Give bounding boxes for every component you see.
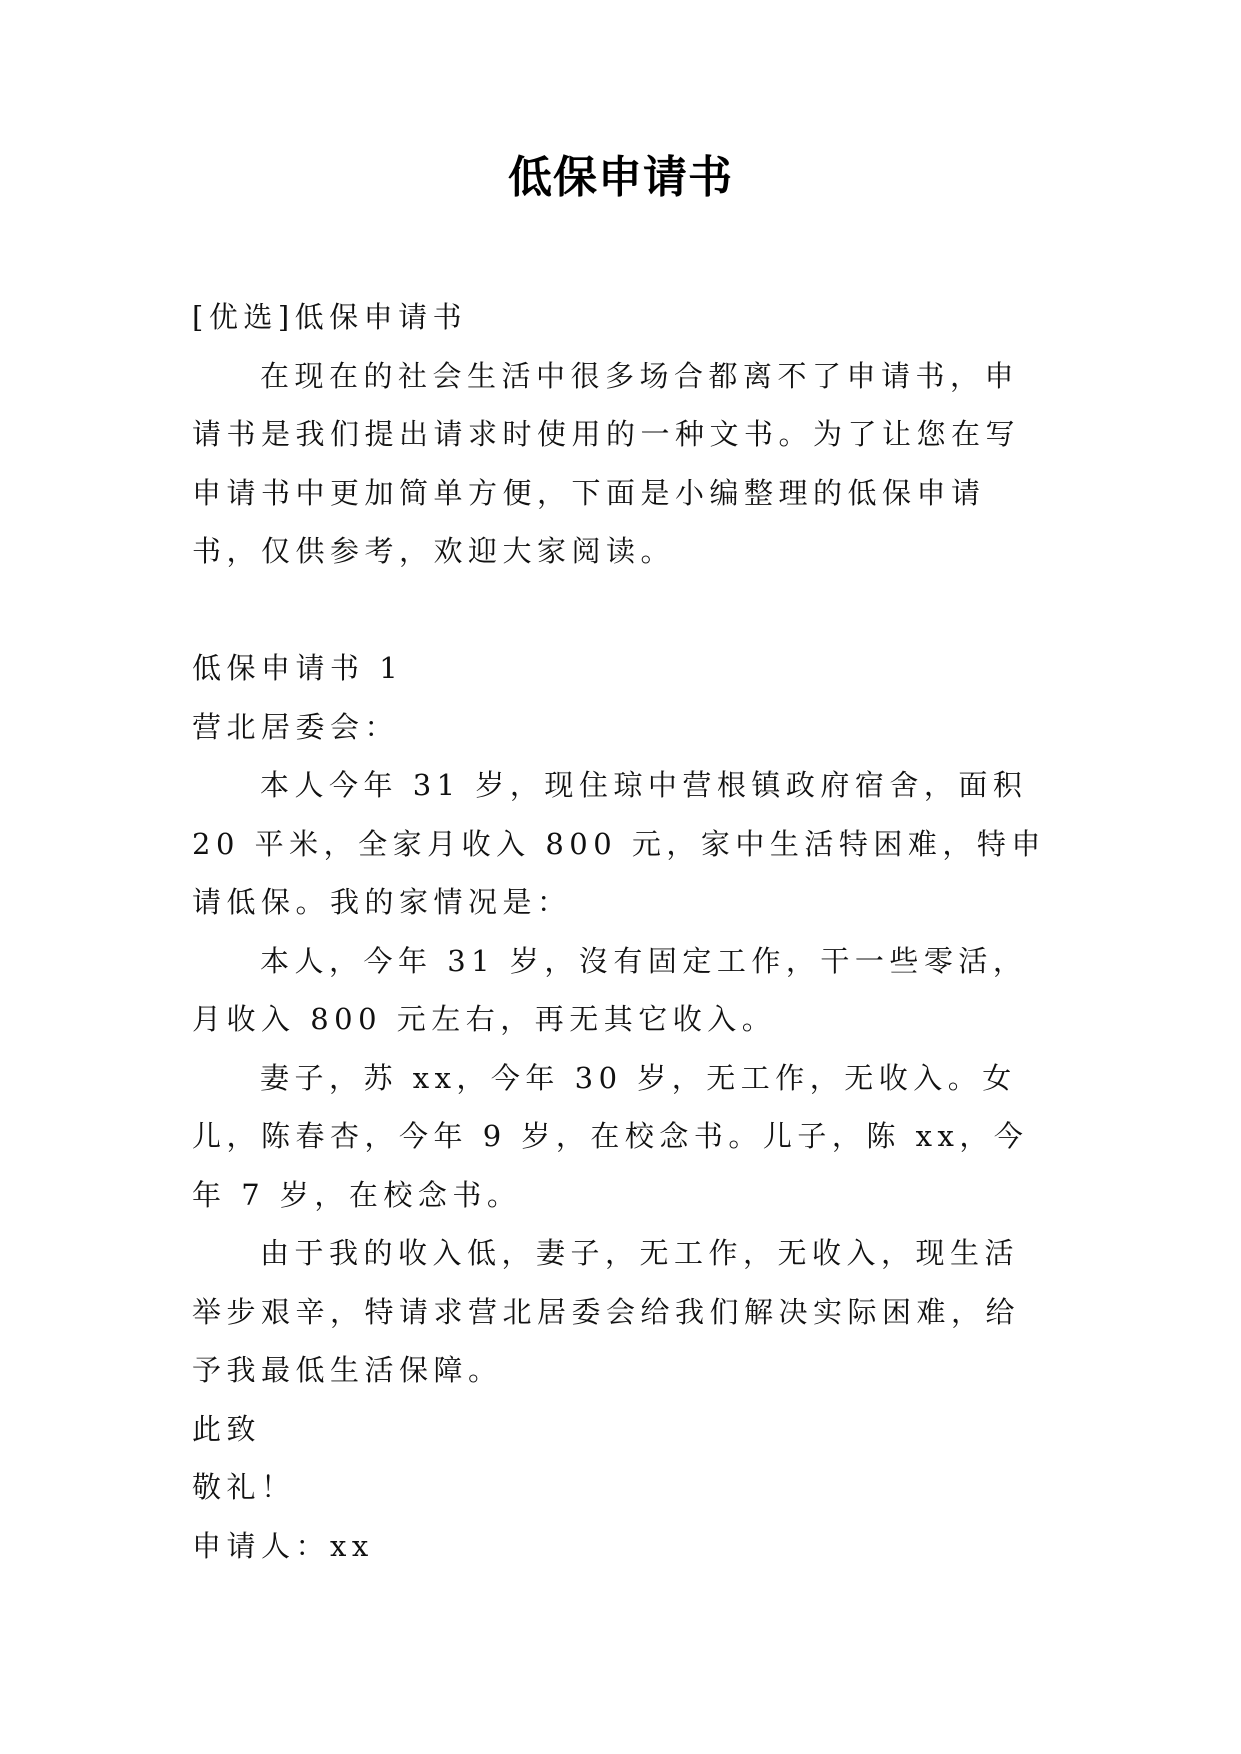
document-body: [192, 288, 1052, 1575]
body-paragraph: 本人今年 31 岁，现住琼中营根镇政府宿舍，面积 20 平米，全家月收入 800 元，家中生活特困难，特申请低保。我的家情况是：: [192, 768, 1046, 919]
document-heading: [优选]低保申请书: [192, 300, 468, 334]
body-paragraph: 妻子，苏 xx，今年 30 岁，无工作，无收入。女儿，陈春杏，今年 9 岁，在校念书。儿子，陈 xx，今年 7 岁，在校念书。: [192, 1060, 1029, 1212]
intro-paragraph: 在现在的社会生活中很多场合都离不了申请书，申请书是我们提出请求时使用的一种文书。为了让您在写申请书中更加简单方便，下面是小编整理的低保申请书，仅供参考，欢迎大家阅读。: [192, 358, 1021, 568]
document-title: 低保申请书: [508, 152, 733, 203]
closing-line: 此致: [192, 1411, 262, 1446]
signature: 申请人：xx: [192, 1528, 374, 1563]
salutation: 营北居委会：: [192, 709, 400, 744]
closing-salute: 敬礼！: [192, 1470, 296, 1504]
section-spacer: [192, 581, 1052, 640]
body-paragraph: 由于我的收入低，妻子，无工作，无收入，现生活举步艰辛，特请求营北居委会给我们解决实际困难，给予我最低生活保障。: [192, 1236, 1021, 1387]
section-title: 低保申请书 1: [192, 651, 404, 685]
body-paragraph: 本人，今年 31 岁，沒有固定工作，干一些零活，月收入 800 元左右，再无其它收入。: [192, 943, 1028, 1036]
